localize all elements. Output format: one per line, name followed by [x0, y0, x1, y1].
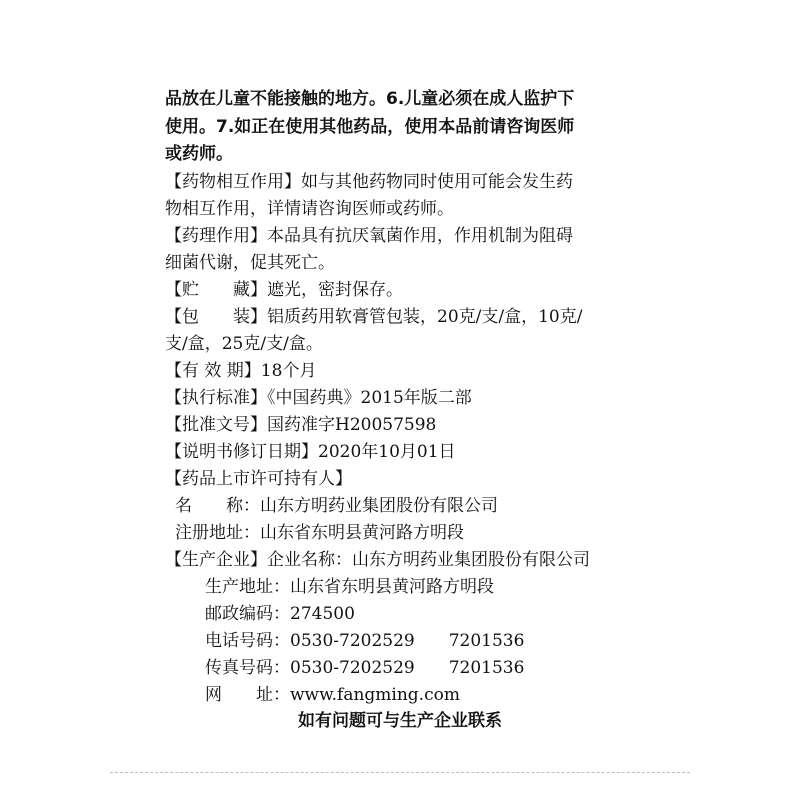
- website-line: 网 址：www.fangming.com: [205, 685, 460, 705]
- holder-heading: 【药品上市许可持有人】: [165, 469, 352, 489]
- revision-date-line: 【说明书修订日期】2020年10月01日: [165, 442, 456, 462]
- production-address-line: 生产地址：山东省东明县黄河路方明段: [205, 577, 494, 597]
- holder-address-line: 注册地址：山东省东明县黄河路方明段: [175, 523, 464, 543]
- fax-line: 传真号码：0530-7202529 7201536: [205, 658, 525, 678]
- standard-line: 【执行标准】《中国药典》2015年版二部: [165, 388, 472, 408]
- holder-name-line: 名 称：山东方明药业集团股份有限公司: [175, 496, 498, 516]
- postal-code-line: 邮政编码：274500: [205, 604, 355, 624]
- drug-interaction-line-2: 物相互作用，详情请咨询医师或药师。: [165, 199, 454, 219]
- expiry-line: 【有 效 期】18个月: [165, 361, 317, 381]
- contact-footer: 如有问题可与生产企业联系: [298, 711, 502, 731]
- storage-line: 【贮 藏】遮光，密封保存。: [165, 280, 403, 300]
- pharmacology-line-1: 【药理作用】本品具有抗厌氧菌作用，作用机制为阻碍: [165, 226, 573, 246]
- drug-interaction-line-1: 【药物相互作用】如与其他药物同时使用可能会发生药: [165, 172, 573, 192]
- package-line-1: 【包 装】铝质药用软膏管包装，20克/支/盒，10克/: [165, 307, 583, 327]
- pharmacology-line-2: 细菌代谢，促其死亡。: [165, 253, 335, 273]
- bottom-divider: [110, 772, 690, 773]
- manufacturer-line: 【生产企业】企业名称：山东方明药业集团股份有限公司: [165, 550, 590, 570]
- phone-line: 电话号码：0530-7202529 7201536: [205, 631, 525, 651]
- approval-number-line: 【批准文号】国药准字H20057598: [165, 415, 437, 435]
- package-line-2: 支/盒，25克/支/盒。: [165, 334, 323, 354]
- precautions-line-2: 使用。7.如正在使用其他药品，使用本品前请咨询医师: [165, 117, 575, 137]
- precautions-line-1: 品放在儿童不能接触的地方。6.儿童必须在成人监护下: [165, 89, 575, 109]
- precautions-line-3: 或药师。: [165, 144, 233, 164]
